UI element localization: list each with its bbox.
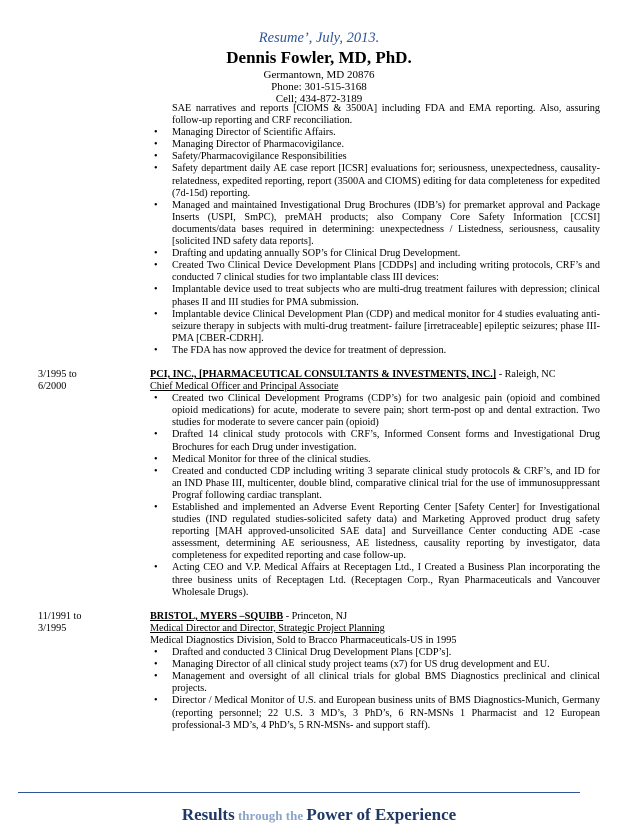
candidate-cell: Cell; 434-872-3189: [275, 93, 363, 105]
list-item: • Implantable device Clinical Development Plan (CDP) and medical monitor for 4 studies evaluating anti-seizure therapy in subjects with multi-drug treatment- failure [irretraceable] epileptic seizures; phase III-PMA [CBER-CDRH].: [150, 309, 600, 345]
list-item: • Safety department daily AE case report [ICSR] evaluations for; seriousness, unexpectedness, causality-relatedness, expedited reporting, report (3500A and CIOMS) editing for data completeness for expedited (7d-15d) reporting.: [150, 163, 600, 199]
resume-date: Resume’, July, 2013.: [258, 30, 380, 46]
list-item: • Managing Director of all clinical study project teams (x7) for US drug development and EU.: [150, 659, 600, 671]
job-title: Chief Medical Officer and Principal Associate: [150, 381, 339, 393]
job-bullets: [150, 393, 600, 599]
job-title: Medical Director and Director, Strategic Project Planning: [150, 622, 385, 634]
candidate-location: Germantown, MD 20876: [263, 69, 375, 81]
job-company-line: [150, 611, 600, 623]
job-date-end: 6/2000: [38, 381, 67, 393]
job-location: - Princeton, NJ: [283, 610, 348, 622]
job-company: BRISTOL, MYERS –SQUIBB: [150, 610, 284, 622]
candidate-phone: Phone: 301-515-3168: [271, 81, 367, 93]
list-item: • Established and implemented an Adverse Event Reporting Center [Safety Center] for Investigational studies (IND regulated studies-solicited safety data) and Marketing Approved product drug safety reporting [MAH approved-unsolicited SAE data] and Surveillance Center conducting ADE -case assessment, determining AE seriousness, AE listedness, causality reporting by investigator, data completeness for expedited reporting and case follow-up.: [150, 502, 600, 562]
job-date-start: 11/1991 to: [38, 610, 82, 622]
list-item: • Director / Medical Monitor of U.S. and European business units of BMS Diagnostics-Munich, Germany (reporting personnel; 22 U.S. 3 MD’s, 3 PhD’s, 6 RN-MSNs 1 Pharmacist and 12 European professional-3 MD’s, 4 PhD’s, 5 RN-MSNs- and support staff).: [150, 695, 600, 731]
list-item: • Managing Director of Pharmacovigilance.: [150, 139, 600, 151]
list-item: • Implantable device used to treat subjects who are multi-drug treatment failures with depression; clinical phases II and III studies for PMA submission.: [150, 284, 600, 308]
list-item: • Created and conducted CDP including writing 3 separate clinical study protocols & CRF’s, and ID for an IND Phase III, multicenter, double blind, comparative clinical trial for the use of immunosuppressant Prograf following cardiac transplant.: [150, 466, 600, 502]
list-item: • The FDA has now approved the device for treatment of depression.: [150, 345, 600, 357]
footer-tagline: [0, 805, 638, 825]
list-item: • Management and oversight of all clinical trials for global BMS Diagnostics preclinical and clinical projects.: [150, 671, 600, 695]
job-company: PCI, INC., [PHARMACEUTICAL CONSULTANTS & INVESTMENTS, INC.]: [150, 368, 497, 380]
job-pci: [38, 369, 600, 599]
list-item: • Drafted 14 clinical study protocols with CRF’s, Informed Consent forms and Investigational Drug Brochures for each Drug under investigation.: [150, 429, 600, 453]
previous-job-section: [150, 103, 600, 357]
footer-divider: [18, 792, 580, 793]
previous-job-bullets: [150, 127, 600, 357]
list-item: • Managing Director of Scientific Affairs.: [150, 127, 600, 139]
footer-part-2: through the: [234, 808, 307, 823]
list-item: • Drafting and updating annually SOP’s for Clinical Drug Development.: [150, 248, 600, 260]
list-item: • Drafted and conducted 3 Clinical Drug Development Plans [CDP’s].: [150, 647, 600, 659]
list-item: • Safety/Pharmacovigilance Responsibilities: [150, 151, 600, 163]
job-bullets: [150, 647, 600, 732]
job-company-line: [150, 369, 600, 381]
job-dates: [38, 611, 138, 635]
footer-part-3: Power of Experience: [306, 805, 457, 824]
list-item: • Medical Monitor for three of the clinical studies.: [150, 454, 600, 466]
list-item: • Created two Clinical Development Programs (CDP’s) for two analgesic pain (opioid and combined opioid medications) for acute, moderate to severe pain; short term-post op and dental extraction. Two studies for moderate to severe cancer pain (opioid): [150, 393, 600, 429]
list-item: • Managed and maintained Investigational Drug Brochures (IDB’s) for premarket approval and Package Inserts (USPI, SmPC), preMAH products; also Company Core Safety Information [CCSI] documents/data bases required in determining: unexpectedness / Listedness, seriousness, causality [solicited IND safety data reports].: [150, 200, 600, 248]
candidate-name: Dennis Fowler, MD, PhD.: [226, 48, 412, 67]
footer-part-1: Results: [181, 805, 235, 824]
resume-content: [38, 103, 600, 732]
job-date-start: 3/1995 to: [38, 368, 77, 380]
job-location: - Raleigh, NC: [496, 368, 556, 380]
continued-text: SAE narratives and reports [CIOMS & 3500A] including FDA and EMA reporting. Also, assuring follow-up reporting and CRF reconciliation.: [172, 103, 600, 127]
job-dates: [38, 369, 138, 393]
job-date-end: 3/1995: [38, 622, 67, 634]
job-subtitle: Medical Diagnostics Division, Sold to Bracco Pharmaceuticals-US in 1995: [150, 634, 457, 646]
list-item: • Created Two Clinical Device Development Plans [CDDPs] and including writing protocols, CRF’s and conducted 7 clinical studies for two implantable class III devices:: [150, 260, 600, 284]
list-item: • Acting CEO and V.P. Medical Affairs at Receptagen Ltd., I Created a Business Plan incorporating the three business units of Receptagen Ltd. (Receptagen Corp., Ryan Pharmaceuticals and Vancouver Wholesale Drugs).: [150, 562, 600, 598]
job-bms: [38, 611, 600, 732]
